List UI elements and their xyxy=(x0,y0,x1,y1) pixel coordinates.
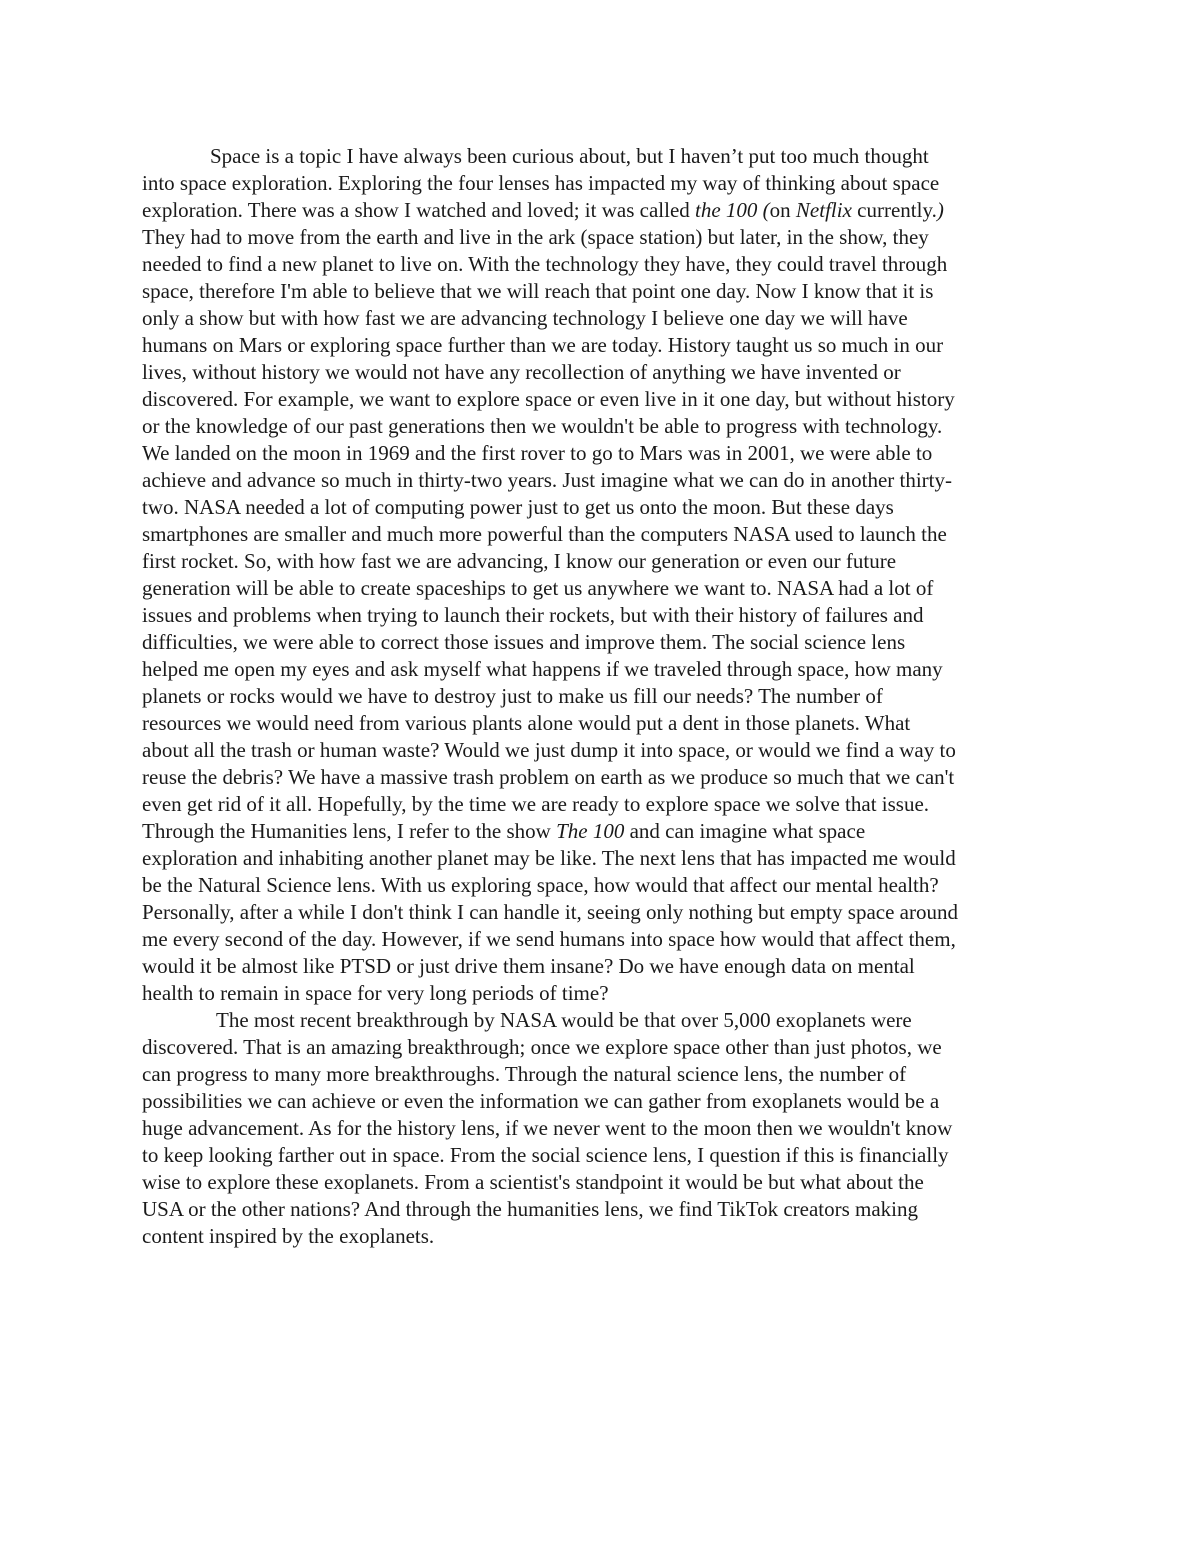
text-line: planets or rocks would we have to destroy just to make us fill our needs? The number of xyxy=(142,684,883,708)
text-line: Personally, after a while I don't think I can handle it, seeing only nothing but empty space around xyxy=(142,900,958,924)
text-line: health to remain in space for very long periods of time? xyxy=(142,981,609,1005)
text-line: They had to move from the earth and live in the ark (space station) but later, in the show, they xyxy=(142,225,929,249)
text-line: huge advancement. As for the history lens, if we never went to the moon then we wouldn't know xyxy=(142,1116,953,1140)
italic-title: ) xyxy=(936,198,944,222)
text-line: issues and problems when trying to launch their rockets, but with their history of failures and xyxy=(142,603,924,627)
italic-title: The 100 xyxy=(556,819,625,843)
text-line: me every second of the day. However, if we send humans into space how would that affect them, xyxy=(142,927,956,951)
text-line: generation will be able to create spaceships to get us anywhere we want to. NASA had a lot of xyxy=(142,576,934,600)
text-line: resources we would need from various plants alone would put a dent in those planets. What xyxy=(142,711,911,735)
text-line-content: Through the Humanities lens, I refer to the show xyxy=(142,819,557,843)
text-line: only a show but with how fast we are advancing technology I believe one day we will have xyxy=(142,306,908,330)
text-line: USA or the other nations? And through the humanities lens, we find TikTok creators making xyxy=(142,1197,919,1221)
italic-title: the 100 ( xyxy=(695,198,770,222)
text-line-content: and can imagine what space xyxy=(624,819,866,843)
text-line: smartphones are smaller and much more powerful than the computers NASA used to launch the xyxy=(142,522,947,546)
text-line xyxy=(142,143,1067,170)
text-line: space, therefore I'm able to believe that we will reach that point one day. Now I know that it is xyxy=(142,279,934,303)
text-line: We landed on the moon in 1969 and the first rover to go to Mars was in 2001, we were able to xyxy=(142,441,933,465)
text-line: would it be almost like PTSD or just drive them insane? Do we have enough data on mental xyxy=(142,954,915,978)
text-line: possibilities we can achieve or even the information we can gather from exoplanets would be a xyxy=(142,1089,940,1113)
text-line: helped me open my eyes and ask myself what happens if we traveled through space, how many xyxy=(142,657,943,681)
text-line: be the Natural Science lens. With us exploring space, how would that affect our mental health? xyxy=(142,873,939,897)
text-line: or the knowledge of our past generations then we wouldn't be able to progress with technology. xyxy=(142,414,943,438)
text-line: to keep looking farther out in space. From the social science lens, I question if this is financially xyxy=(142,1143,949,1167)
text-line: achieve and advance so much in thirty-two years. Just imagine what we can do in another thirty- xyxy=(142,468,952,492)
text-line: content inspired by the exoplanets. xyxy=(142,1224,435,1248)
text-line: about all the trash or human waste? Would we just dump it into space, or would we find a way to xyxy=(142,738,956,762)
text-line-content: Space is a topic I have always been curious about, but I haven’t put too much thought xyxy=(210,144,929,168)
text-line-content: currently. xyxy=(851,198,937,222)
text-line-content: exploration. There was a show I watched and loved; it was called xyxy=(142,198,696,222)
text-line: reuse the debris? We have a massive trash problem on earth as we produce so much that we can't xyxy=(142,765,955,789)
text-line: into space exploration. Exploring the four lenses has impacted my way of thinking about space xyxy=(142,171,940,195)
essay-text xyxy=(142,143,1067,1250)
paragraph-1 xyxy=(142,143,1067,1007)
text-line: difficulties, we were able to correct those issues and improve them. The social science lens xyxy=(142,630,906,654)
text-line: lives, without history we would not have any recollection of anything we have invented or xyxy=(142,360,901,384)
text-line: wise to explore these exoplanets. From a scientist's standpoint it would be but what about the xyxy=(142,1170,924,1194)
text-line: even get rid of it all. Hopefully, by the time we are ready to explore space we solve that issue. xyxy=(142,792,930,816)
text-line-content: The most recent breakthrough by NASA would be that over 5,000 exoplanets were xyxy=(216,1008,912,1032)
text-line: first rocket. So, with how fast we are advancing, I know our generation or even our future xyxy=(142,549,897,573)
text-line xyxy=(142,818,1067,845)
text-line xyxy=(142,197,1067,224)
text-line: discovered. For example, we want to explore space or even live in it one day, but without history xyxy=(142,387,955,411)
text-line: needed to find a new planet to live on. With the technology they have, they could travel through xyxy=(142,252,948,276)
text-line: exploration and inhabiting another planet may be like. The next lens that has impacted me would xyxy=(142,846,956,870)
text-line: two. NASA needed a lot of computing power just to get us onto the moon. But these days xyxy=(142,495,894,519)
text-line: discovered. That is an amazing breakthrough; once we explore space other than just photos, we xyxy=(142,1035,942,1059)
text-line: can progress to many more breakthroughs. Through the natural science lens, the number of xyxy=(142,1062,907,1086)
italic-title: Netflix xyxy=(795,198,852,222)
text-line-content: on xyxy=(769,198,796,222)
text-line xyxy=(142,1007,1067,1034)
text-line: humans on Mars or exploring space further than we are today. History taught us so much in our xyxy=(142,333,944,357)
paragraph-2 xyxy=(142,1007,1067,1250)
